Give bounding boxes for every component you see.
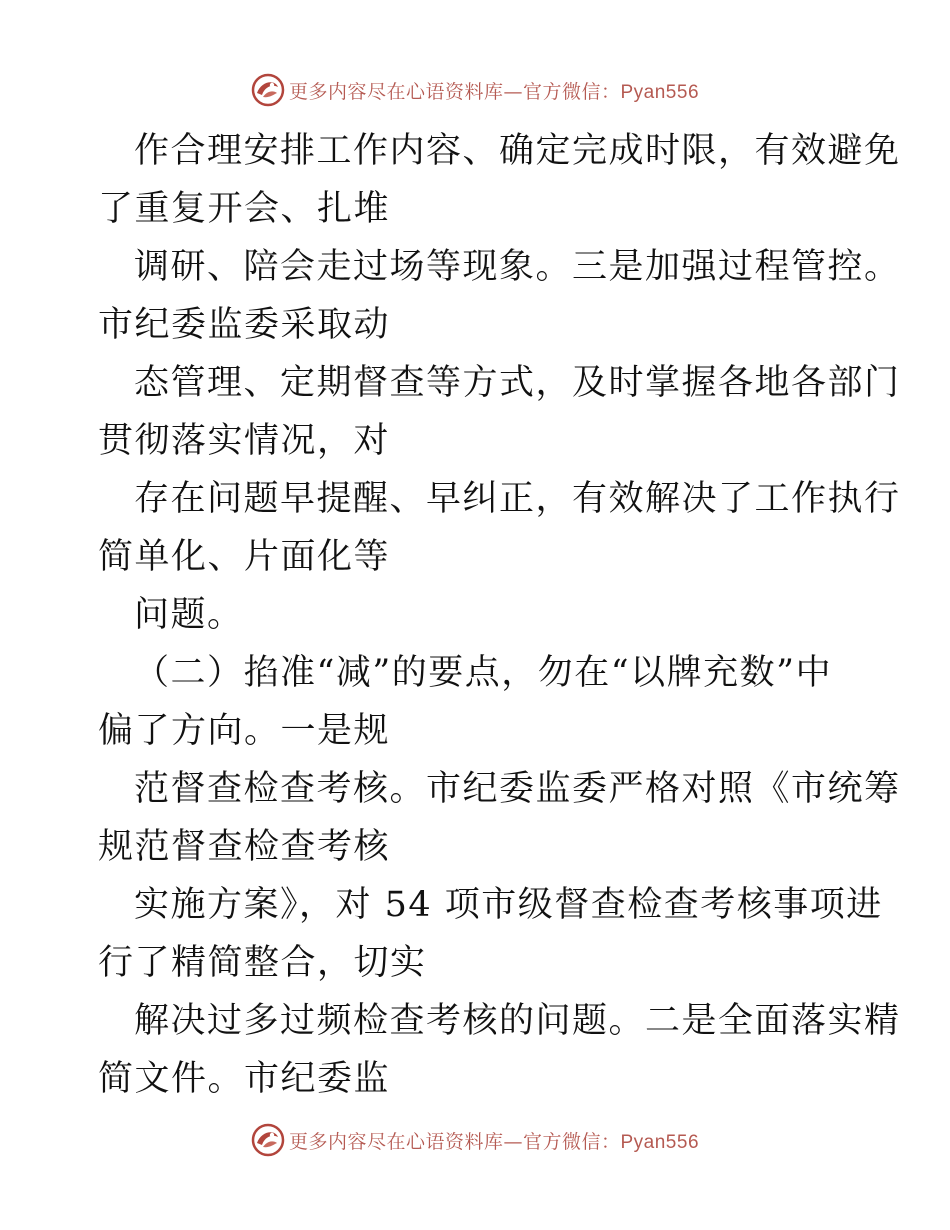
banner-text: 更多内容尽在心语资料库—官方微信：Pyan556 bbox=[288, 1130, 700, 1153]
text-line: 偏了方向。一是规 bbox=[98, 711, 391, 751]
text-line: 实施方案》，对 54 项市级督查检查考核事项进 bbox=[134, 885, 883, 925]
text-line: 简单化、片面化等 bbox=[98, 537, 391, 577]
text-line: 了重复开会、扎堆 bbox=[98, 189, 391, 229]
text-line: 贯彻落实情况，对 bbox=[98, 421, 391, 461]
banner-text: 更多内容尽在心语资料库—官方微信：Pyan556 bbox=[288, 80, 700, 103]
footer-banner bbox=[0, 1120, 950, 1160]
text-line: 问题。 bbox=[134, 595, 244, 635]
swirl-logo-icon bbox=[251, 73, 285, 107]
header-banner bbox=[0, 70, 950, 110]
text-line: 行了精简整合，切实 bbox=[98, 943, 427, 983]
text-line: 简文件。市纪委监 bbox=[98, 1059, 391, 1099]
text-line: 市纪委监委采取动 bbox=[98, 305, 391, 345]
text-line: 规范督查检查考核 bbox=[98, 827, 391, 867]
text-line: 作合理安排工作内容、确定完成时限，有效避免 bbox=[134, 131, 901, 171]
document-body bbox=[98, 122, 901, 1108]
text-line: 范督查检查考核。市纪委监委严格对照《市统筹 bbox=[134, 769, 901, 809]
text-line: 存在问题早提醒、早纠正，有效解决了工作执行 bbox=[134, 479, 901, 519]
text-line: （二）掐准“减”的要点，勿在“以牌充数”中 bbox=[134, 653, 833, 693]
swirl-logo-icon bbox=[251, 1123, 285, 1157]
text-line: 解决过多过频检查考核的问题。二是全面落实精 bbox=[134, 1001, 901, 1041]
text-line: 态管理、定期督查等方式，及时掌握各地各部门 bbox=[134, 363, 901, 403]
text-line: 调研、陪会走过场等现象。三是加强过程管控。 bbox=[134, 247, 901, 287]
